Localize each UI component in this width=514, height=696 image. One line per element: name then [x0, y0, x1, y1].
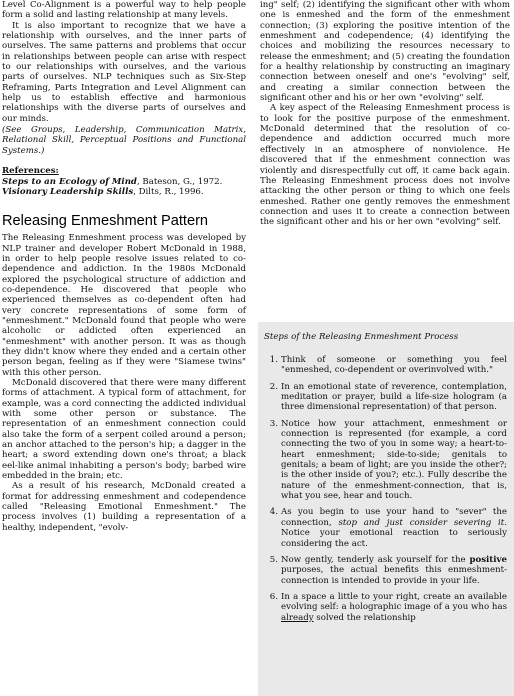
step-text	[281, 507, 507, 548]
step-text-part: As you begin to use your hand to "sever" the connection,	[281, 507, 507, 528]
references-heading: References:	[2, 166, 59, 177]
paragraph: The Releasing Enmeshment process was developed by NLP trainer and developer Robert McDonald in 1988, in order to help people resolve issues related to co-dependence and addiction. In the 1980s McDonald explored the psychological structure of addiction and co-dependence. He discovered that people who experienced themselves as co-dependent often had very concrete representations of some form of "enmeshment." McDonald found that people who were alcoholic or addicted often experienced an "enmeshment" with another person. It was as though they didn't know where they ended and a certain other person began, feeling as if they were "Siamese twins" with this other person.	[2, 233, 246, 378]
see-also-note: (See Groups, Leadership, Communication Matrix, Relational Skill, Perceptual Positions and Functional Systems.)	[2, 125, 246, 156]
list-item	[264, 507, 507, 548]
steps-sidebar-box	[258, 322, 514, 696]
step-text-part: solved the relationship	[313, 612, 416, 623]
step-text: Think of someone or something you feel "enmeshed, co-dependent or overinvolved with."	[281, 355, 507, 376]
reference-item	[2, 187, 246, 197]
right-column	[260, 0, 510, 228]
reference-details: , Bateson, G., 1972.	[136, 176, 223, 187]
section-heading: Releasing Enmeshment Pattern	[2, 213, 209, 230]
step-text-emphasis: stop and just consider severing it.	[338, 517, 507, 528]
step-text-bold: positive	[469, 554, 507, 565]
step-number: 2.	[269, 381, 278, 392]
reference-title: Visionary Leadership Skills	[2, 186, 134, 197]
step-number: 4.	[269, 507, 278, 518]
reference-item	[2, 177, 246, 187]
step-number: 6.	[269, 591, 278, 602]
step-number: 3.	[269, 418, 278, 429]
step-number: 1.	[269, 355, 278, 365]
paragraph: McDonald discovered that there were many different forms of attachment. A typical form of attachment, for example, was a cord connecting the addicted individual with some other person or substance. The representation of an enmeshment connection could also take the form of a serpent coiled around a person; an anchor attached to the person's hip; a dagger in the heart; a sword extending down one's throat; a black eel-like animal inhabiting a person's body; barbed wire embedded in the brain; etc.	[2, 378, 246, 482]
list-item	[264, 592, 507, 623]
box-title: Steps of the Releasing Enmeshment Process	[264, 332, 459, 342]
steps-list	[264, 355, 507, 629]
paragraph: A key aspect of the Releasing Enmeshment process is to look for the positive purpose of the enmeshment. McDonald determined that the resolution of co-dependence and addiction occurred much more effectively in an atmosphere of nonviolence. He discovered that if the enmeshment connection was violently and disrespectfully cut off, it came back again. The Releasing Enmeshment process does not involve attacking the other person or thing to which one feels enmeshed. Rather one gently removes the enmeshment connection and uses it to create a connection between the significant other and his or her own "evolving" self.	[260, 103, 510, 228]
step-number: 5.	[269, 554, 278, 565]
step-text-part: Notice your emotional reaction to seriously considering the act.	[281, 528, 507, 549]
paragraph: It is also important to recognize that we have a relationship with ourselves, and the inner parts of ourselves. The same patterns and problems that occur in relationships between people can arise with respect to our relationships with ourselves, and the various parts of ourselves. NLP techniques such as Six-Step Reframing, Parts Integration and Level Alignment can help us to establish effective and harmonious relationships with the diverse parts of ourselves and our minds.	[2, 20, 246, 124]
list-item	[264, 555, 507, 586]
paragraph: Level Co-Alignment is a powerful way to help people form a solid and lasting relationship at many levels.	[2, 0, 246, 21]
left-column	[2, 0, 246, 533]
list-item	[264, 355, 507, 376]
reference-title: Steps to an Ecology of Mind	[2, 176, 137, 187]
reference-details: , Dilts, R., 1996.	[133, 186, 204, 197]
step-text: In an emotional state of reverence, contemplation, meditation or prayer, build a life-size hologram (a three dimensional representation) of that person.	[281, 381, 507, 413]
step-text	[281, 592, 507, 623]
step-text: Notice how your attachment, enmeshment or connection is represented (for example, a cord connecting the two of you in some way; a heart-to-heart enmeshment; side-to-side; genitals to genitals; a beam of light; are you inside the other?; is the other inside of you?; etc.). Fully describe the nature of the enmeshment-connection, that is, what you see, hear and touch.	[281, 418, 507, 502]
step-text-part: purposes, the actual benefits this enmeshment-connection is intended to provide in your life.	[281, 565, 507, 586]
step-text-underlined: already	[281, 612, 314, 623]
step-text	[281, 555, 507, 586]
list-item	[264, 382, 507, 413]
step-text-part: Now gently, tenderly ask yourself for the	[281, 554, 470, 565]
step-text-part: In a space a little to your right, create an available evolving self: a holographic image of a you who has	[281, 591, 507, 613]
paragraph: ing" self; (2) identifying the significant other with whom one is enmeshed and the form of the enmeshment connection; (3) exploring the positive intention of the enmeshment and codependence; (4) identifying the choices and mobilizing the resources necessary to release the enmeshment; and (5) creating the foundation for a healthy relationship by constructing an imaginary connection between oneself and one's "evolving" self, and creating a similar connection between the significant other and his or her own "evolving" self.	[260, 0, 510, 104]
paragraph: As a result of his research, McDonald created a format for addressing enmeshment and codependence called "Releasing Emotional Enmeshment." The process involves (1) building a representation of a healthy, independent, "evolv-	[2, 481, 246, 533]
list-item	[264, 419, 507, 502]
